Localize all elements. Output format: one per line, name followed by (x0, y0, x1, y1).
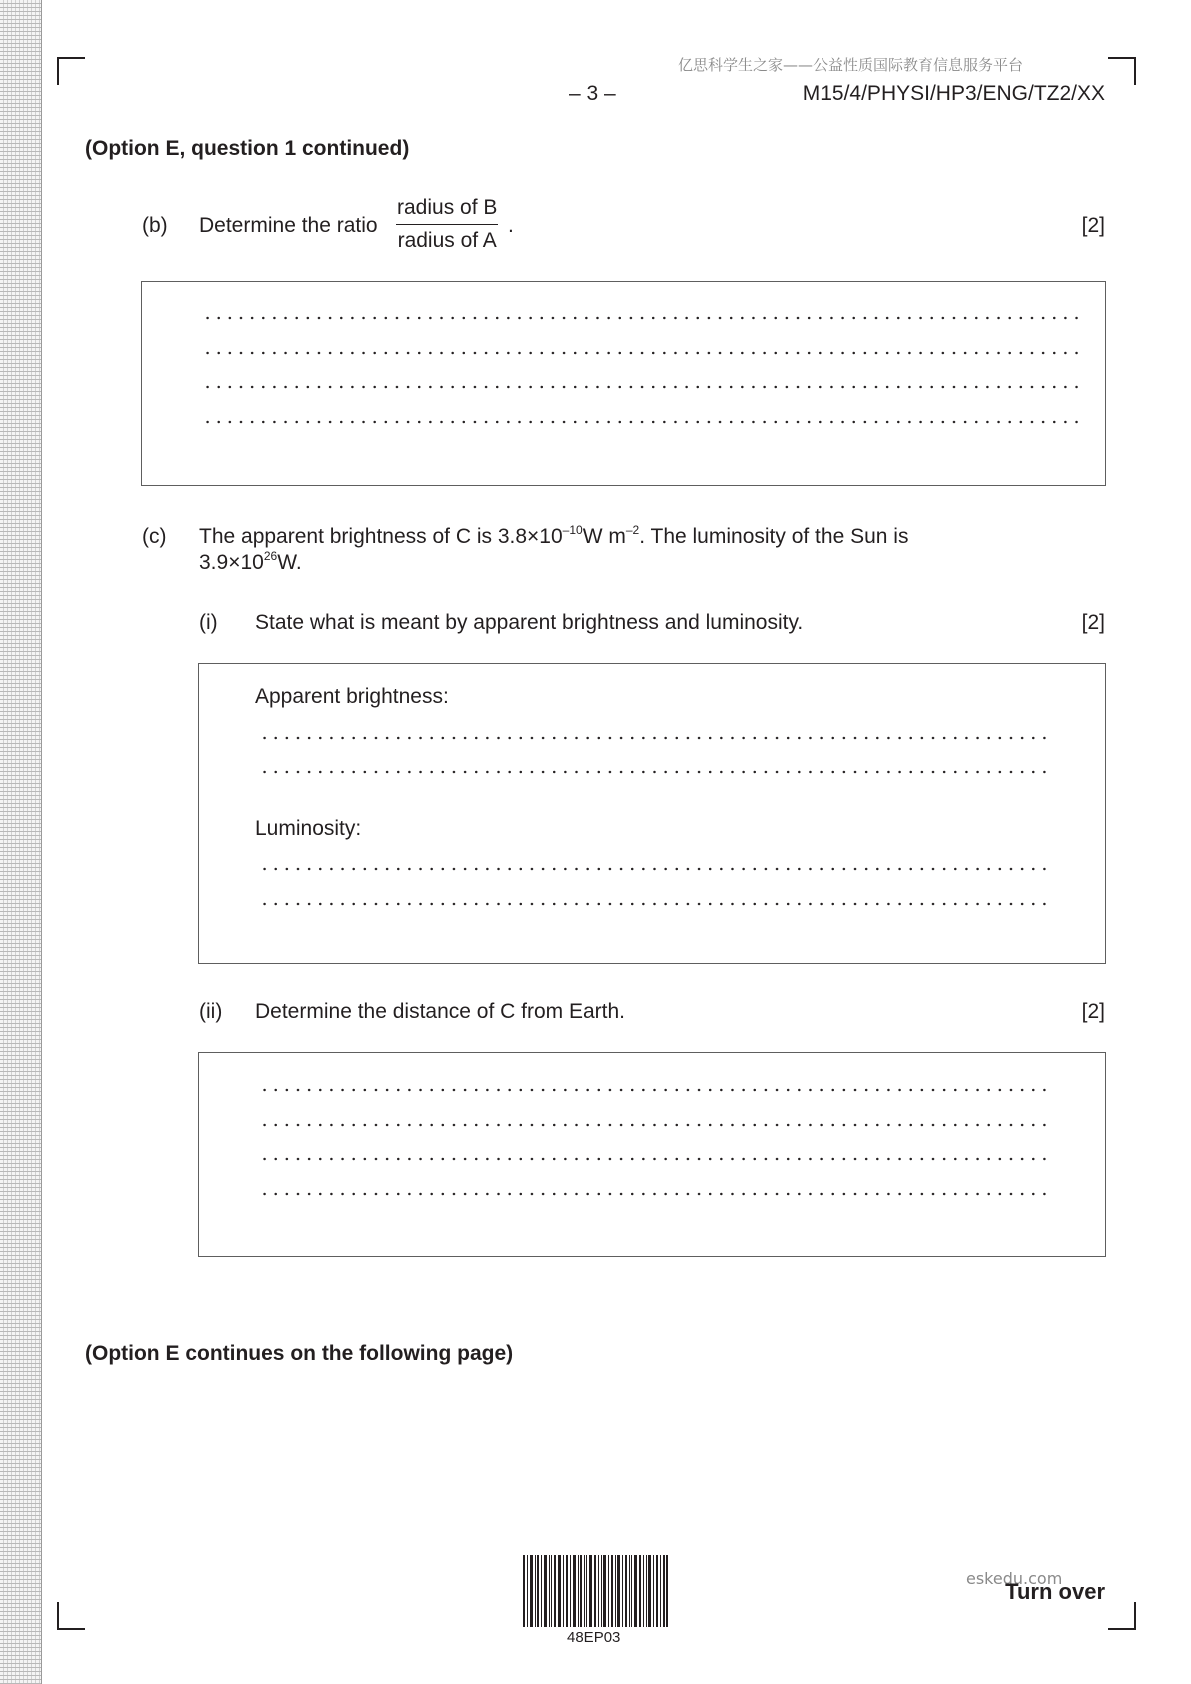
part-b-text: Determine the ratio (199, 214, 378, 237)
exponent: 26 (263, 549, 278, 563)
answer-line (259, 770, 1049, 774)
footer-watermark: eskedu.com (966, 1569, 1063, 1588)
answer-line (259, 902, 1049, 906)
part-b-marks: [2] (1081, 214, 1105, 237)
answer-line (259, 1192, 1049, 1196)
radius-ratio-fraction (396, 196, 498, 253)
crop-mark-bottom-right (1108, 1602, 1136, 1630)
answer-line (259, 867, 1049, 871)
apparent-brightness-label: Apparent brightness: (255, 685, 449, 708)
answer-line (202, 351, 1082, 355)
part-b-label: (b) (142, 214, 168, 237)
crop-mark-top-right (1108, 57, 1136, 85)
part-c-i-text: State what is meant by apparent brightness and luminosity. (255, 611, 804, 634)
option-continues-note: (Option E continues on the following page) (85, 1342, 514, 1365)
part-c-line2-a: 3.9×10 (199, 551, 264, 574)
answer-line (202, 420, 1082, 424)
part-c-i-answer-box[interactable] (198, 663, 1106, 964)
exponent: –2 (625, 523, 640, 537)
answer-line (259, 1123, 1049, 1127)
barcode (523, 1555, 668, 1627)
continued-heading: (Option E, question 1 continued) (85, 137, 410, 160)
part-c-ii-text: Determine the distance of C from Earth. (255, 1000, 625, 1023)
part-c-i-label: (i) (199, 611, 218, 634)
turn-over: Turn over (1005, 1579, 1105, 1604)
answer-line (259, 736, 1049, 740)
part-b-answer-box[interactable] (141, 281, 1106, 486)
answer-line (202, 385, 1082, 389)
part-c-line1 (199, 525, 908, 549)
part-c-line2 (199, 551, 302, 575)
part-c-line1-a: The apparent brightness of C is 3.8×10 (199, 525, 563, 548)
part-c-ii-answer-box[interactable] (198, 1052, 1106, 1257)
crop-mark-top-left (57, 57, 85, 85)
fraction-numerator: radius of B (396, 196, 498, 225)
header-watermark: 亿思科学生之家——公益性质国际教育信息服务平台 (678, 56, 1024, 74)
part-c-line2-b: W. (277, 551, 302, 574)
paper-code: M15/4/PHYSI/HP3/ENG/TZ2/XX (802, 82, 1105, 105)
part-c-ii-marks: [2] (1081, 1000, 1105, 1023)
answer-line (202, 316, 1082, 320)
part-c-line1-c: . The luminosity of the Sun is (639, 525, 909, 548)
scan-edge-strip (0, 0, 42, 1684)
part-b-end-punct: . (508, 214, 514, 237)
fraction-denominator: radius of A (397, 229, 497, 252)
part-c-line1-b: W m (582, 525, 626, 548)
crop-mark-bottom-left (57, 1602, 85, 1630)
page-number: – 3 – (569, 82, 616, 105)
part-c-i-marks: [2] (1081, 611, 1105, 634)
part-c-ii-label: (ii) (199, 1000, 223, 1023)
answer-line (259, 1088, 1049, 1092)
answer-line (259, 1157, 1049, 1161)
exponent: –10 (562, 523, 583, 537)
part-c-label: (c) (142, 525, 167, 548)
luminosity-label: Luminosity: (255, 817, 362, 840)
barcode-label: 48EP03 (567, 1629, 621, 1646)
